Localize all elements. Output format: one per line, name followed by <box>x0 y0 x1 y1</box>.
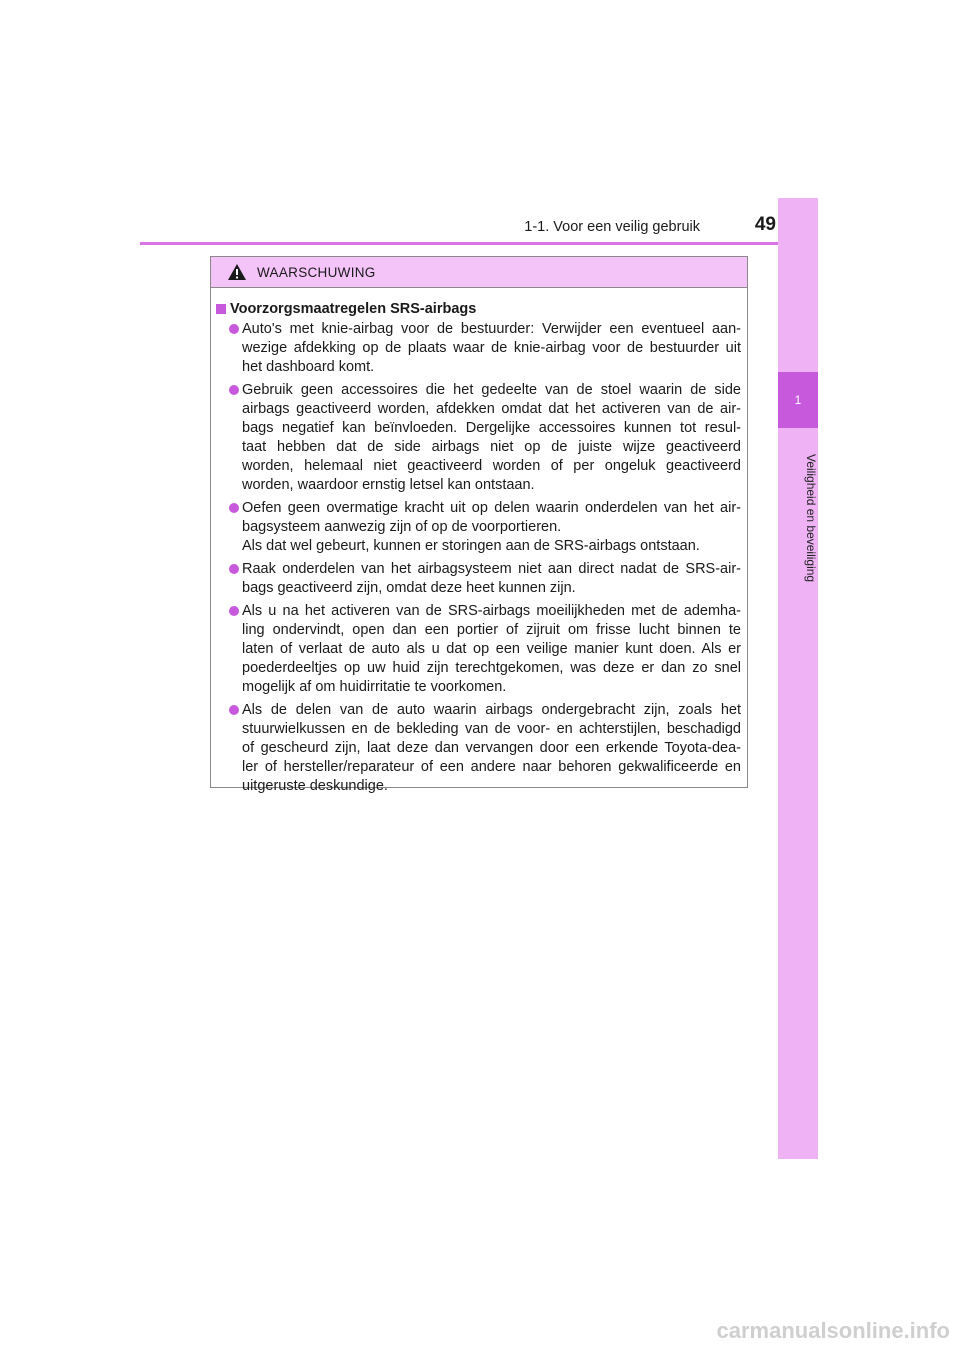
list-item <box>216 499 741 556</box>
bullet-text <box>242 381 741 495</box>
bullet-dot-icon <box>229 324 239 334</box>
warning-label: WAARSCHUWING <box>257 264 376 280</box>
bullet-dot-icon <box>229 385 239 395</box>
bullet-line: bags negatief kan beïnvloeden. Dergelijke accessoires kunnen tot resul- <box>242 420 741 436</box>
bullet-line: bagsysteem aanwezig zijn of op de voorportieren. <box>242 519 562 535</box>
bullet-line: Als dat wel gebeurt, kunnen er storingen aan de SRS-airbags ontstaan. <box>242 538 700 554</box>
bullet-line: Oefen geen overmatige kracht uit op delen waarin onderdelen van het air- <box>242 500 741 516</box>
warning-box <box>210 256 748 794</box>
bullet-list <box>216 320 741 796</box>
page-number: 49 <box>754 214 776 235</box>
warning-header <box>211 257 747 288</box>
bullet-line: ling ondervindt, open dan een portier of zijruit om frisse lucht binnen te <box>242 622 741 638</box>
warning-triangle-icon <box>227 263 247 281</box>
warning-body <box>211 288 747 796</box>
header-title: 1-1. Voor een veilig gebruik <box>524 219 700 235</box>
bullet-text <box>242 320 741 377</box>
bullet-line: airbags geactiveerd worden, afdekken omdat dat het activeren van de air- <box>242 401 741 417</box>
bullet-line: het dashboard komt. <box>242 359 375 375</box>
bullet-line: of gescheurd zijn, laat deze dan vervangen door een erkende Toyota-dea- <box>242 740 741 756</box>
bullet-line: uitgeruste deskundige. <box>242 778 388 794</box>
bullet-line: poederdeeltjes op uw huid zijn terechtgekomen, was deze er dan zo snel <box>242 660 741 676</box>
square-bullet-icon <box>216 304 226 314</box>
bullet-line: bags geactiveerd zijn, omdat deze heet kunnen zijn. <box>242 580 576 596</box>
bullet-line: worden, helemaal niet geactiveerd worden of per ongeluk geactiveerd <box>242 458 741 474</box>
bullet-dot-icon <box>229 564 239 574</box>
bullet-line: Als de delen van de auto waarin airbags ondergebracht zijn, zoals het <box>242 702 741 718</box>
section-title <box>216 301 741 317</box>
bullet-line: mogelijk af om huidirritatie te voorkomen. <box>242 679 507 695</box>
watermark-logo: carmanualsonline.info <box>716 1318 950 1343</box>
bullet-line: taat hebben dat de side airbags niet op de juiste wijze geactiveerd <box>242 439 741 455</box>
bullet-text <box>242 602 741 697</box>
side-tab <box>778 198 818 1159</box>
bullet-text <box>242 560 741 598</box>
bullet-line: ler of hersteller/reparateur of een andere naar behoren gekwalificeerde en <box>242 759 741 775</box>
side-tab-chapter[interactable]: 1 <box>778 372 818 428</box>
section-title-text: Voorzorgsmaatregelen SRS-airbags <box>230 301 477 317</box>
list-item <box>216 602 741 697</box>
bullet-text <box>242 499 741 556</box>
bullet-line: laten of verlaat de auto als u dat op een veilige manier kunt doen. Als er <box>242 641 741 657</box>
bullet-text <box>242 701 741 796</box>
list-item <box>216 381 741 495</box>
bullet-line: worden, waardoor ernstig letsel kan ontstaan. <box>242 477 535 493</box>
header-rule <box>140 242 818 245</box>
bullet-line: Als u na het activeren van de SRS-airbags moeilijkheden met de ademha- <box>242 603 741 619</box>
bullet-line: stuurwielkussen en de bekleding van de voor- en achterstijlen, beschadigd <box>242 721 741 737</box>
bullet-dot-icon <box>229 606 239 616</box>
list-item <box>216 701 741 796</box>
bullet-dot-icon <box>229 705 239 715</box>
bullet-dot-icon <box>229 503 239 513</box>
list-item <box>216 560 741 598</box>
side-tab-label: Veiligheid en beveiliging <box>804 453 818 583</box>
bullet-line: wezige afdekking op de plaats waar de knie-airbag voor de bestuurder uit <box>242 340 741 356</box>
list-item <box>216 320 741 377</box>
bullet-line: Auto's met knie-airbag voor de bestuurder: Verwijder een eventueel aan- <box>242 321 741 337</box>
bullet-line: Raak onderdelen van het airbagsysteem niet aan direct nadat de SRS-air- <box>242 561 741 577</box>
bullet-line: Gebruik geen accessoires die het gedeelte van de stoel waarin de side <box>242 382 741 398</box>
